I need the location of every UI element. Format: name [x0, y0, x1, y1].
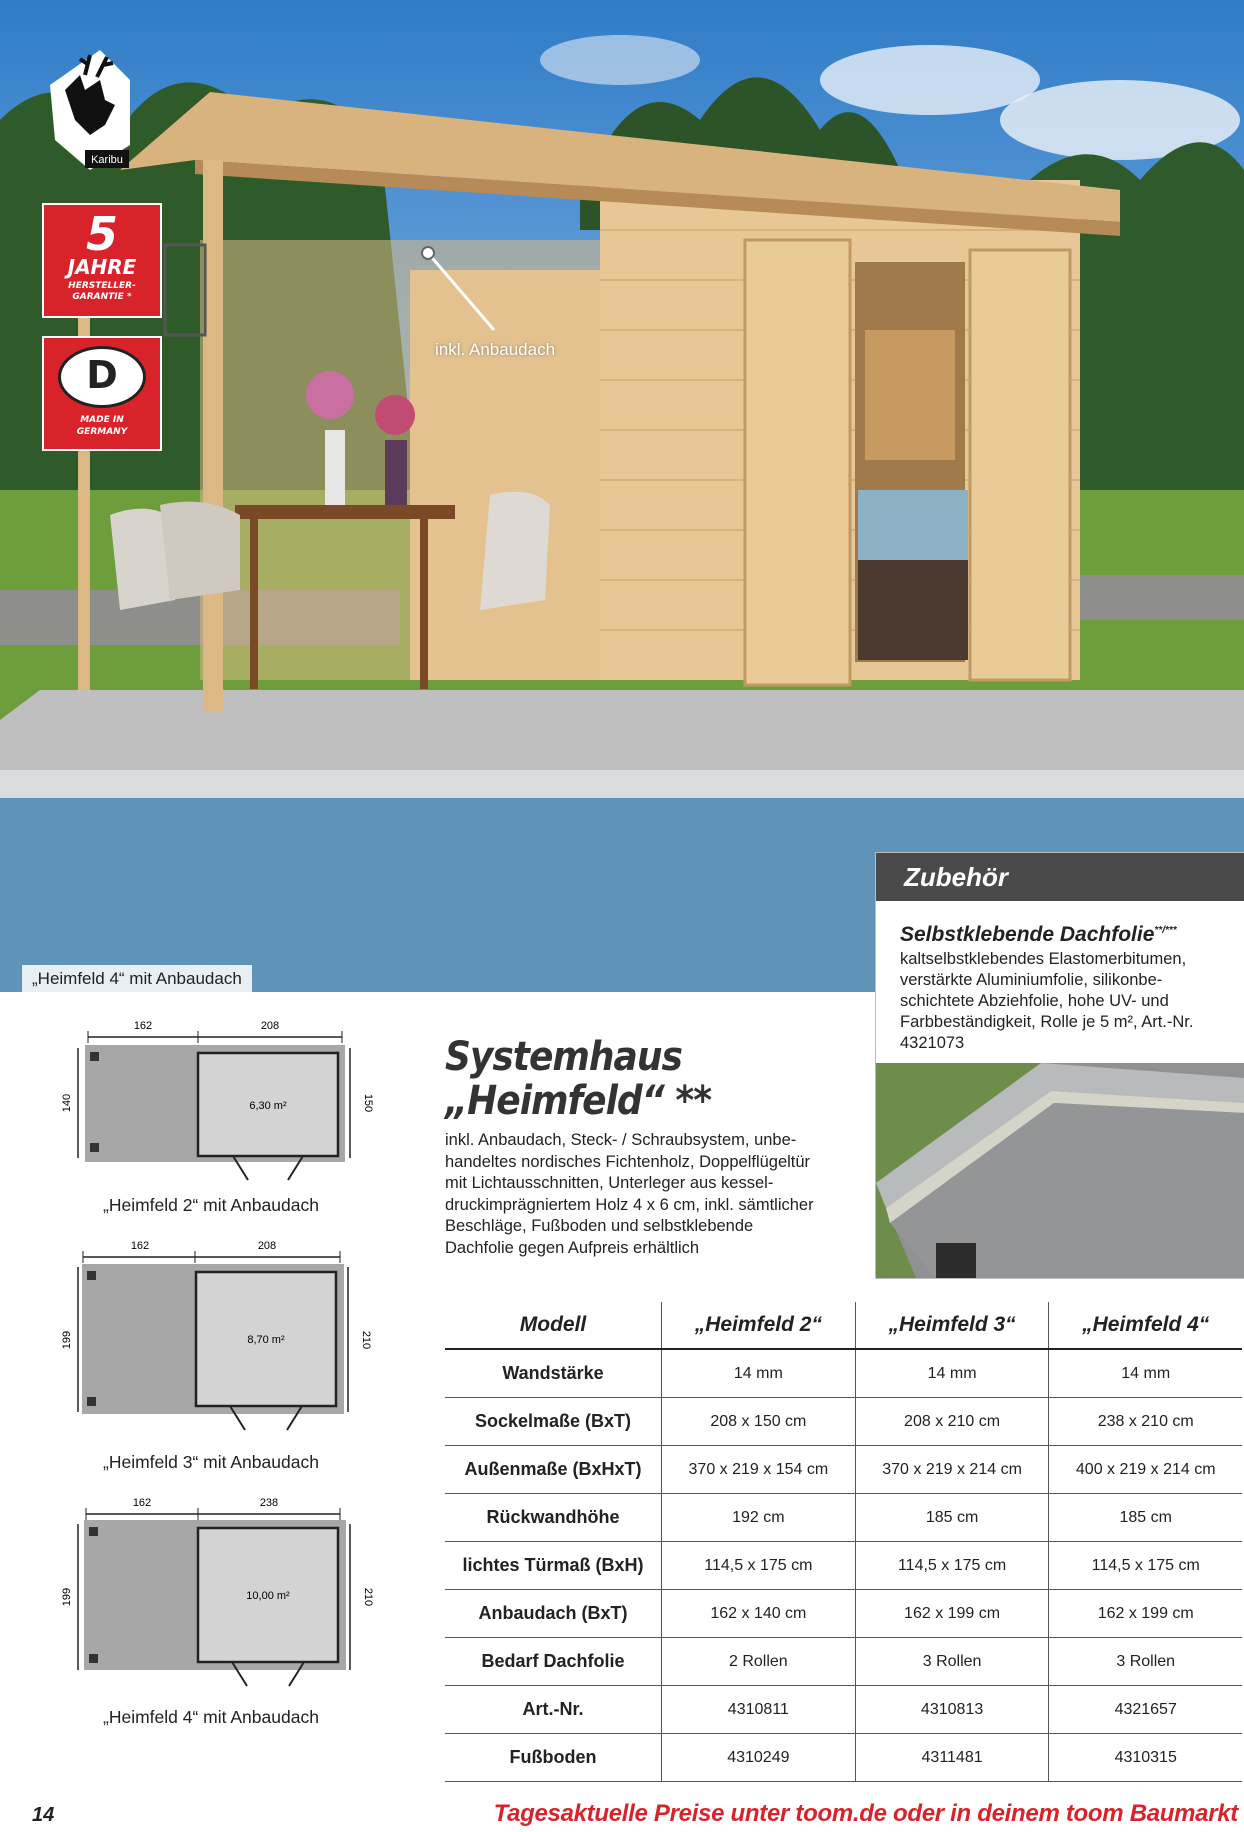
svg-text:Karibu: Karibu	[91, 154, 123, 166]
col-header-heimfeld-4: „Heimfeld 4“	[1049, 1302, 1242, 1349]
svg-text:238: 238	[259, 1497, 279, 1509]
svg-text:6,30 m²: 6,30 m²	[249, 1100, 287, 1112]
plan-caption-heimfeld-3: „Heimfeld 3“ mit Anbaudach	[103, 1452, 319, 1472]
col-header-modell: Modell	[445, 1302, 662, 1349]
accessory-header: Zubehör	[876, 853, 1244, 901]
karibu-logo	[45, 45, 135, 175]
plan-caption-heimfeld-2: „Heimfeld 2“ mit Anbaudach	[103, 1195, 319, 1215]
spec-table	[445, 1302, 1242, 1782]
table-row: Rückwandhöhe 192 cm 185 cm 185 cm	[445, 1494, 1242, 1542]
svg-text:208: 208	[260, 1020, 280, 1032]
made-line2: GERMANY	[76, 427, 128, 437]
accessory-title: Selbstklebende Dachfolie**/***	[900, 923, 1177, 946]
svg-text:210: 210	[360, 1330, 372, 1350]
country-oval: D	[58, 346, 146, 408]
col-header-heimfeld-3: „Heimfeld 3“	[855, 1302, 1049, 1349]
svg-text:199: 199	[61, 1587, 73, 1607]
svg-text:10,00 m²: 10,00 m²	[246, 1590, 290, 1602]
table-row: Anbaudach (BxT) 162 x 140 cm 162 x 199 cm 162 x 199 cm	[445, 1590, 1242, 1638]
roof-foil-image	[876, 1063, 1244, 1278]
made-line1: MADE IN	[80, 415, 124, 425]
footer-claim: Tagesaktuelle Preise unter toom.de oder in deinem toom Baumarkt	[493, 1800, 1238, 1827]
plan-caption-heimfeld-4: „Heimfeld 4“ mit Anbaudach	[103, 1707, 319, 1727]
page-number: 14	[32, 1804, 55, 1826]
svg-text:162: 162	[130, 1240, 150, 1252]
table-row: Sockelmaße (BxT) 208 x 150 cm 208 x 210 cm 238 x 210 cm	[445, 1398, 1242, 1446]
svg-text:210: 210	[362, 1587, 374, 1607]
svg-text:199: 199	[61, 1330, 73, 1350]
table-row: Art.-Nr. 4310811 4310813 4321657	[445, 1686, 1242, 1734]
guarantee-line2: GARANTIE *	[72, 292, 132, 302]
floor-plan-heimfeld-3	[50, 1237, 380, 1452]
anbaudach-label: inkl. Anbaudach	[435, 340, 556, 359]
accessory-description: kaltselbstklebendes Elastomerbitumen, verstärkte Aluminiumfolie, silikonbeschichtete Abziehfolie, hohe UV- und Farbbeständigkeit, Rolle je 5 m², Art.-Nr. 4321073	[900, 950, 1194, 1052]
made-in-germany-badge	[42, 336, 162, 451]
floor-plan-heimfeld-4	[50, 1492, 380, 1707]
table-row: Bedarf Dachfolie 2 Rollen 3 Rollen 3 Rollen	[445, 1638, 1242, 1686]
table-row: lichtes Türmaß (BxH) 114,5 x 175 cm 114,5 x 175 cm 114,5 x 175 cm	[445, 1542, 1242, 1590]
svg-text:208: 208	[257, 1240, 277, 1252]
svg-text:140: 140	[61, 1093, 73, 1113]
svg-text:162: 162	[132, 1497, 152, 1509]
table-row: Außenmaße (BxHxT) 370 x 219 x 154 cm 370 x 219 x 214 cm 400 x 219 x 214 cm	[445, 1446, 1242, 1494]
svg-text:162: 162	[133, 1020, 153, 1032]
guarantee-word: JAHRE	[67, 255, 137, 279]
table-row: Wandstärke 14 mm 14 mm 14 mm	[445, 1349, 1242, 1398]
hero-caption: „Heimfeld 4“ mit Anbaudach	[22, 965, 252, 992]
floor-plan-heimfeld-2	[50, 1015, 380, 1200]
svg-text:150: 150	[362, 1093, 374, 1113]
table-row: Fußboden 4310249 4311481 4310315	[445, 1734, 1242, 1782]
guarantee-line1: HERSTELLER-	[68, 281, 136, 291]
product-title: Systemhaus „Heimfeld“ **	[445, 1034, 712, 1124]
guarantee-years: 5	[85, 207, 118, 261]
accessory-box	[875, 852, 1244, 1279]
table-header-row	[445, 1302, 1242, 1349]
product-description: inkl. Anbaudach, Steck- / Schraubsystem, unbehandeltes nordisches Fichtenholz, Doppelflügeltür mit Lichtausschnitten, Unterleger aus kesseldruckimprägniertem Holz 4 x 6 cm, inkl. sämtlicher Beschläge, Fußboden und selbstklebende Dachfolie gegen Aufpreis erhältlich	[445, 1131, 814, 1257]
col-header-heimfeld-2: „Heimfeld 2“	[662, 1302, 856, 1349]
svg-text:8,70 m²: 8,70 m²	[247, 1334, 285, 1346]
guarantee-badge	[42, 203, 162, 318]
